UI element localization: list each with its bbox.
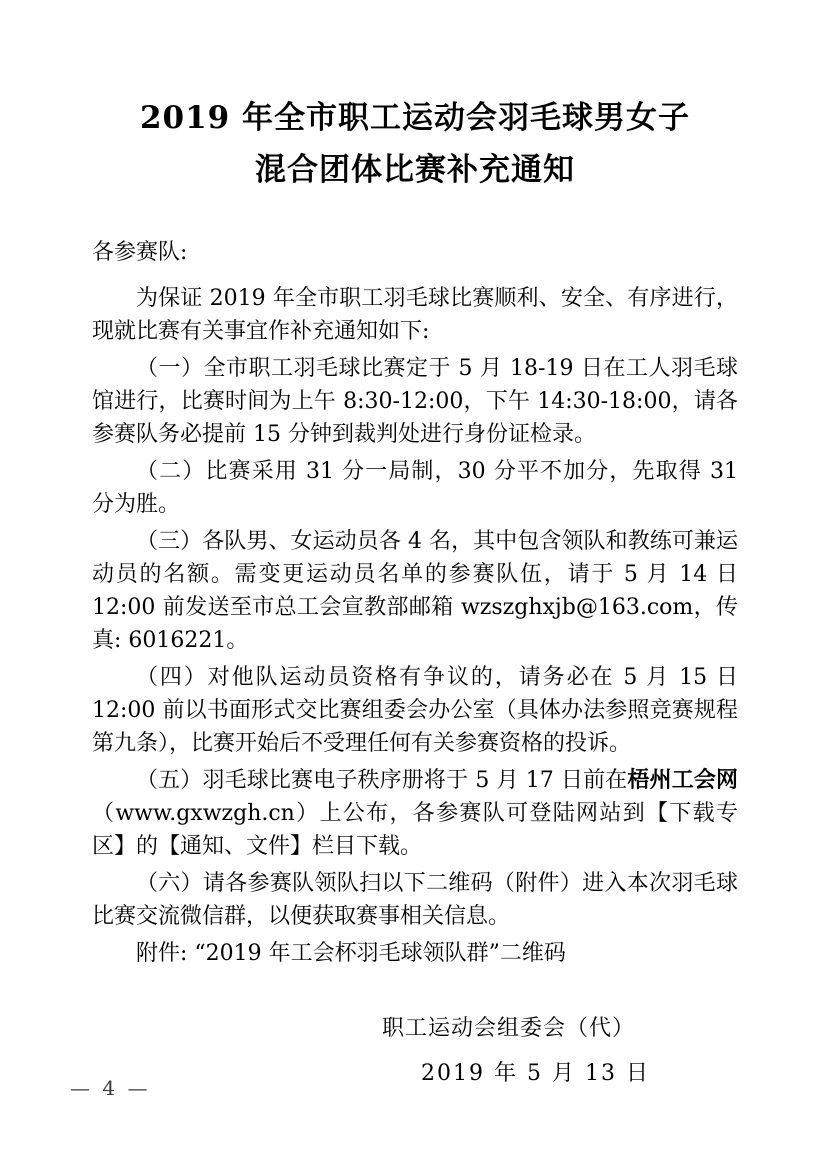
page-number: — 4 — xyxy=(70,1076,151,1100)
title-line-1: 2019 年全市职工运动会羽毛球男女子 xyxy=(139,100,691,136)
notice-body xyxy=(92,352,738,933)
notice-item-3: （三）各队男、女运动员各 4 名，其中包含领队和教练可兼运动员的名额。需变更运动员名单的参赛队伍，请于 5 月 14 日 12:00 前发送至市总工会宣教部邮箱 wzszghxjb@163.com，传真: 6016221。 xyxy=(92,529,738,653)
salutation: 各参赛队: xyxy=(92,240,188,265)
signature-line: 职工运动会组委会（代） xyxy=(381,1016,635,1041)
notice-item-2: （二）比赛采用 31 分一局制，30 分平不加分，先取得 31 分为胜。 xyxy=(92,459,738,517)
notice-item-6: （六）请各参赛队领队扫以下二维码（附件）进入本次羽毛球比赛交流微信群，以便获取赛事相关信息。 xyxy=(92,871,738,929)
notice-item-5: （五）羽毛球比赛电子秩序册将于 5 月 17 日前在梧州工会网（www.gxwzgh.cn）上公布，各参赛队可登陆网站到【下载专区】的【通知、文件】栏目下载。 xyxy=(92,767,738,859)
intro-paragraph: 为保证 2019 年全市职工羽毛球比赛顺利、安全、有序进行，现就比赛有关事宜作补充通知如下: xyxy=(92,286,738,344)
notice-item-1: （一）全市职工羽毛球比赛定于 5 月 18-19 日在工人羽毛球馆进行，比赛时间为上午 8:30-12:00，下午 14:30-18:00，请各参赛队务必提前 15 分钟到裁判处进行身份证检录。 xyxy=(92,356,738,447)
document-content xyxy=(92,0,738,1091)
date-line: 2019 年 5 月 13 日 xyxy=(421,1061,650,1086)
document-title xyxy=(92,92,738,196)
attachment-line: 附件: “2019 年工会杯羽毛球领队群”二维码 xyxy=(136,941,566,966)
title-line-2: 混合团体比赛补充通知 xyxy=(255,152,575,188)
notice-item-4: （四）对他队运动员资格有争议的，请务必在 5 月 15 日 12:00 前以书面形式交比赛组委会办公室（具体办法参照竞赛规程第九条），比赛开始后不受理任何有关参赛资格的投诉。 xyxy=(92,665,738,756)
